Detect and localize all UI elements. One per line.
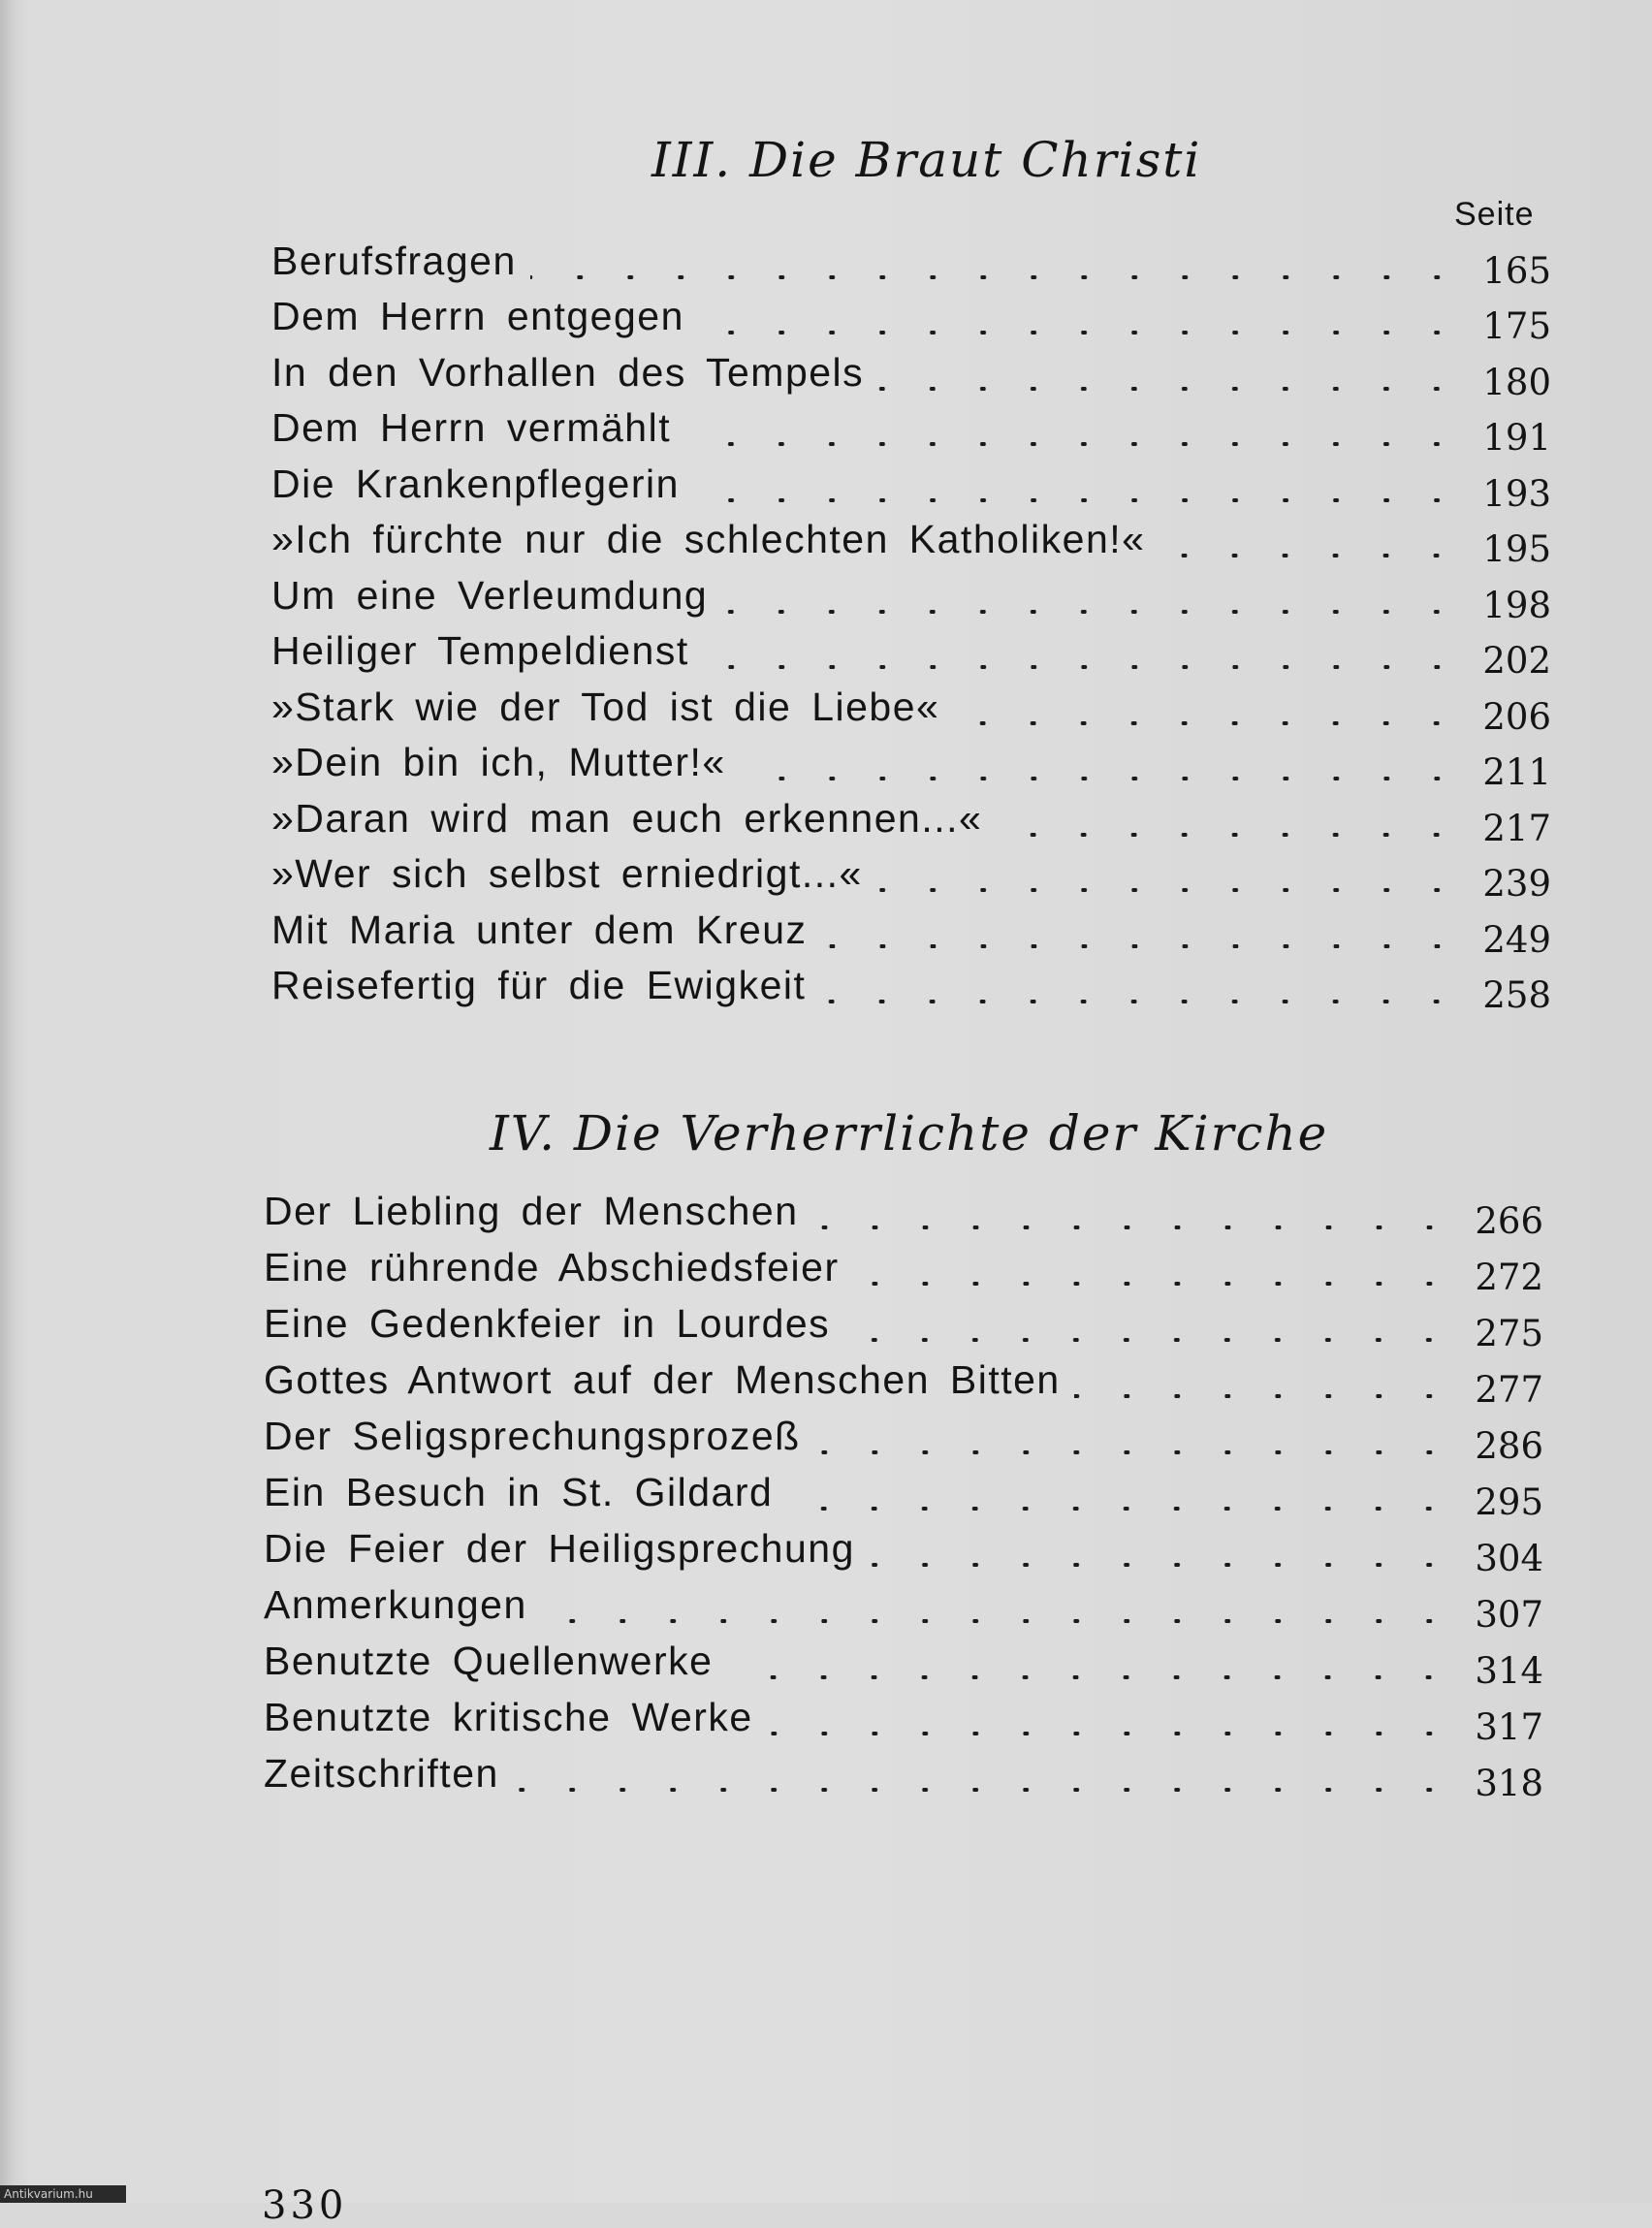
dot-leader: [703, 665, 1462, 669]
dot-leader: [767, 1732, 1454, 1735]
dot-leader: [877, 387, 1462, 391]
toc-entry-title: Der Liebling der Menschen: [264, 1189, 799, 1233]
toc-entry-page: 277: [1475, 1369, 1543, 1411]
dot-leader: [814, 1450, 1454, 1454]
toc-entry-title: Ein Besuch in St. Gildard: [264, 1470, 774, 1514]
toc-entry-page: 206: [1482, 695, 1551, 738]
toc-entry-title: Dem Herrn entgegen: [271, 294, 684, 338]
toc-entry: [264, 1412, 1543, 1468]
dot-leader: [684, 442, 1462, 446]
toc-entry: [271, 460, 1551, 516]
dot-leader: [843, 1338, 1454, 1342]
toc-entry: [271, 850, 1551, 907]
toc-entry-title: »Stark wie der Tod ist die Liebe«: [271, 684, 940, 729]
watermark-logo: Antikvarium.hu: [0, 2185, 126, 2203]
dot-leader: [1074, 1394, 1454, 1398]
toc-entry-page: 211: [1482, 751, 1551, 793]
dot-leader: [698, 331, 1462, 334]
toc-entry-title: Zeitschriften: [264, 1751, 499, 1796]
toc-entry: [264, 1355, 1543, 1412]
page-number: 330: [262, 2183, 348, 2228]
dot-leader: [513, 1788, 1454, 1792]
toc-entry-page: 202: [1482, 640, 1551, 682]
toc-entry-page: 258: [1482, 974, 1551, 1016]
toc-entry: [271, 516, 1551, 572]
toc-entry: [271, 404, 1551, 461]
toc-entry-page: 307: [1475, 1594, 1543, 1636]
dot-leader: [853, 1282, 1454, 1286]
toc-entry: [264, 1524, 1543, 1580]
toc-entry: [264, 1637, 1543, 1693]
toc-entry-page: 272: [1475, 1257, 1543, 1298]
toc-entry-page: 314: [1475, 1650, 1543, 1692]
dot-leader: [693, 498, 1462, 502]
toc-entry-title: Um eine Verleumdung: [271, 572, 709, 618]
toc-entry-page: 304: [1475, 1538, 1543, 1579]
toc-entry-title: Benutzte Quellenwerke: [264, 1639, 714, 1683]
toc-entry-page: 318: [1475, 1763, 1543, 1804]
toc-section-3: [271, 237, 1551, 1017]
toc-entry: [264, 1580, 1543, 1637]
toc-entry-page: 165: [1482, 249, 1551, 292]
toc-entry-page: 239: [1482, 863, 1551, 905]
toc-entry-title: Gottes Antwort auf der Menschen Bitten: [264, 1357, 1061, 1402]
toc-entry: [264, 1468, 1543, 1524]
toc-entry: [264, 1243, 1543, 1299]
toc-entry-page: 275: [1475, 1313, 1543, 1354]
toc-entry-page: 217: [1482, 807, 1551, 849]
page-spine-shadow: [0, 0, 14, 2203]
toc-entry-title: In den Vorhallen des Tempels: [271, 349, 865, 395]
toc-entry: [271, 293, 1551, 349]
toc-entry-title: »Ich fürchte nur die schlechten Katholiken!«: [271, 517, 1146, 561]
section-title-4: IV. Die Verherrlichte der Kirche: [490, 1105, 1329, 1162]
dot-leader: [953, 721, 1462, 725]
toc-entry: [271, 627, 1551, 684]
toc-entry-page: 193: [1482, 472, 1551, 515]
toc-entry-page: 295: [1475, 1481, 1543, 1523]
dot-leader: [541, 1619, 1454, 1623]
toc-entry-title: Eine rührende Abschiedsfeier: [264, 1245, 840, 1289]
toc-entry-title: »Dein bin ich, Mutter!«: [271, 740, 726, 784]
toc-entry: [271, 906, 1551, 962]
toc-entry: [271, 683, 1551, 739]
toc-entry-page: 195: [1482, 528, 1551, 570]
toc-entry-title: Dem Herrn vermählt: [271, 405, 672, 450]
toc-entry: [271, 962, 1551, 1018]
toc-entry-title: Benutzte kritische Werke: [264, 1695, 753, 1739]
toc-entry: [264, 1749, 1543, 1805]
toc-entry: [271, 237, 1551, 293]
toc-entry-title: Reisefertig für die Ewigkeit: [271, 963, 807, 1007]
toc-entry: [271, 794, 1551, 850]
dot-leader: [721, 610, 1462, 614]
toc-entry-page: 198: [1482, 584, 1551, 626]
toc-entry-page: 180: [1482, 361, 1551, 403]
dot-leader: [821, 944, 1462, 948]
toc-entry-title: Berufsfragen: [271, 238, 517, 283]
page-column-label: Seite: [1454, 196, 1535, 233]
toc-entry-title: Eine Gedenkfeier in Lourdes: [264, 1301, 831, 1346]
toc-entry-title: Der Seligsprechungsprozeß: [264, 1414, 801, 1458]
toc-entry-title: Mit Maria unter dem Kreuz: [271, 907, 808, 952]
section-title-3: III. Die Braut Christi: [651, 132, 1202, 188]
toc-section-4: [264, 1187, 1543, 1805]
toc-entry: [271, 739, 1551, 795]
toc-entry-page: 286: [1475, 1425, 1543, 1467]
toc-entry: [264, 1299, 1543, 1355]
toc-entry-page: 249: [1482, 918, 1551, 961]
toc-entry-title: »Wer sich selbst erniedrigt...«: [271, 851, 863, 896]
dot-leader: [786, 1507, 1454, 1511]
toc-entry: [271, 571, 1551, 627]
dot-leader: [530, 275, 1462, 279]
dot-leader: [869, 1563, 1454, 1567]
dot-leader: [996, 833, 1462, 837]
dot-leader: [812, 1225, 1455, 1229]
toc-entry-title: »Daran wird man euch erkennen...«: [271, 795, 983, 841]
dot-leader: [740, 777, 1462, 780]
toc-entry-title: Anmerkungen: [264, 1582, 527, 1627]
dot-leader: [819, 1000, 1462, 1003]
dot-leader: [726, 1675, 1454, 1679]
toc-entry-page: 317: [1475, 1706, 1543, 1748]
toc-entry: [264, 1187, 1543, 1243]
toc-entry-page: 266: [1475, 1200, 1543, 1242]
toc-entry-title: Die Krankenpflegerin: [271, 461, 680, 506]
dot-leader: [876, 888, 1462, 892]
toc-entry-title: Heiliger Tempeldienst: [271, 628, 689, 673]
toc-entry-title: Die Feier der Heiligsprechung: [264, 1526, 855, 1571]
dot-leader: [1159, 554, 1462, 557]
toc-entry-page: 191: [1482, 417, 1551, 459]
toc-entry: [264, 1693, 1543, 1749]
toc-entry: [271, 348, 1551, 404]
toc-entry-page: 175: [1482, 305, 1551, 347]
